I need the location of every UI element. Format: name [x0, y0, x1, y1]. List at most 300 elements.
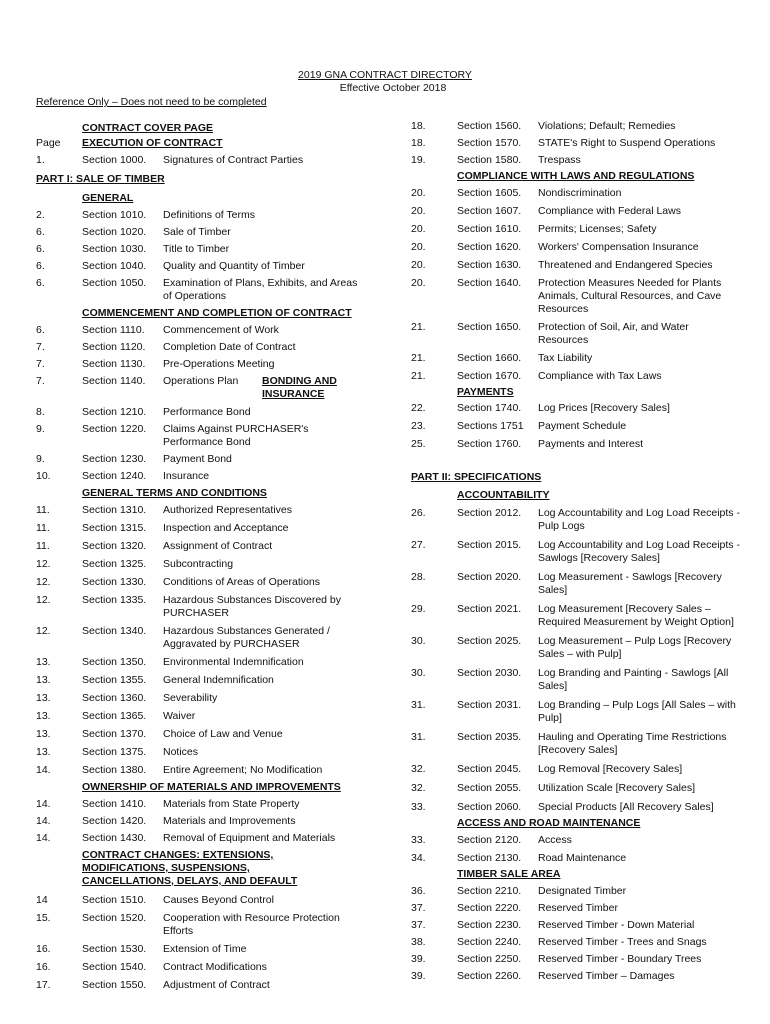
- section-title: Claims Against PURCHASER's Performance Bond: [163, 423, 309, 448]
- section-title: Notices: [163, 746, 199, 758]
- section-title: Violations; Default; Remedies: [538, 120, 676, 132]
- toc-row: [36, 453, 376, 466]
- page-number: 14.: [36, 832, 51, 844]
- section-number: Section 1130.: [82, 358, 146, 370]
- section-title: Log Measurement [Recovery Sales – Required Measurement by Weight Option]: [538, 603, 734, 628]
- page-number: 13.: [36, 656, 51, 668]
- timber-sale-list: [411, 885, 751, 983]
- toc-row: [36, 764, 376, 777]
- section-title: Compliance with Tax Laws: [538, 370, 662, 382]
- general-terms-list: [36, 504, 376, 777]
- toc-row: [411, 259, 751, 272]
- section-number: Section 2220.: [457, 902, 522, 914]
- page-number: 11.: [36, 522, 50, 534]
- section-number: Section 1310.: [82, 504, 147, 516]
- page-number: 20.: [411, 205, 426, 217]
- page-number: 13.: [36, 692, 51, 704]
- section-title: Utilization Scale [Recovery Sales]: [538, 782, 695, 794]
- toc-row: [411, 571, 751, 597]
- heading-part-1: PART I: SALE OF TIMBER: [36, 173, 165, 185]
- section-title: Hauling and Operating Time Restrictions [Recovery Sales]: [538, 731, 727, 756]
- toc-row: [36, 832, 376, 845]
- page-number: 14.: [36, 764, 51, 776]
- section-title: Title to Timber: [163, 243, 230, 255]
- execution-heading-row: [36, 135, 376, 151]
- section-title: Materials from State Property: [163, 798, 300, 810]
- page-number: 21.: [411, 352, 426, 364]
- toc-row: [36, 558, 376, 571]
- page-number: 37.: [411, 902, 426, 914]
- section-number: Section 1605.: [457, 187, 522, 199]
- section-number: Section 1335.: [82, 594, 147, 606]
- toc-row: [411, 635, 751, 661]
- page-number: 18.: [411, 120, 426, 132]
- toc-row: [36, 728, 376, 741]
- toc-row: [411, 154, 751, 167]
- toc-row: [411, 885, 751, 898]
- heading-accountability: ACCOUNTABILITY: [457, 489, 550, 501]
- toc-row: [36, 540, 376, 553]
- toc-row: [36, 979, 376, 992]
- section-number: Section 2210.: [457, 885, 522, 897]
- section-title: Access: [538, 834, 572, 846]
- section-title: Protection of Soil, Air, and Water Resources: [538, 321, 689, 346]
- section-title: Definitions of Terms: [163, 209, 256, 221]
- effective-date: Effective October 2018: [339, 82, 447, 94]
- page-number: 11.: [36, 504, 50, 516]
- section-title: Causes Beyond Control: [163, 894, 274, 906]
- section-number: Section 1030.: [82, 243, 147, 255]
- heading-execution: EXECUTION OF CONTRACT: [82, 137, 223, 149]
- section-title: Reserved Timber: [538, 902, 618, 914]
- section-number: Section 1320.: [82, 540, 147, 552]
- page-number: 31.: [411, 699, 426, 711]
- section-number: Section 1325.: [82, 558, 147, 570]
- toc-row: [36, 226, 376, 239]
- page-number: 12.: [36, 576, 51, 588]
- section-number: Section 1410.: [82, 798, 147, 810]
- toc-row: [36, 943, 376, 956]
- toc-row: [36, 423, 376, 449]
- heading-bonding: BONDING AND INSURANCE: [262, 375, 337, 400]
- section-title: Signatures of Contract Parties: [163, 154, 304, 166]
- toc-row: [36, 260, 376, 273]
- page-number: 31.: [411, 731, 426, 743]
- section-title: Quality and Quantity of Timber: [163, 260, 305, 272]
- section-title: Operations Plan: [163, 375, 239, 387]
- page-number: 27.: [411, 539, 426, 551]
- page-number: 20.: [411, 259, 426, 271]
- toc-row: [411, 970, 751, 983]
- payments-list: [411, 402, 751, 451]
- section-number: Section 1240.: [82, 470, 147, 482]
- section-title: Examination of Plans, Exhibits, and Areas of Operations: [163, 277, 358, 302]
- section-title: Entire Agreement; No Modification: [163, 764, 323, 776]
- page-number: 14.: [36, 798, 51, 810]
- section-number: Section 1650.: [457, 321, 522, 333]
- heading-access: ACCESS AND ROAD MAINTENANCE: [457, 817, 641, 829]
- page-number: 38.: [411, 936, 426, 948]
- toc-row: [411, 438, 751, 451]
- page-number: 11.: [36, 540, 50, 552]
- heading-commencement: COMMENCEMENT AND COMPLETION OF CONTRACT: [82, 307, 352, 319]
- section-number: Section 2060.: [457, 801, 522, 813]
- toc-row: [411, 731, 751, 757]
- page-number: 17.: [36, 979, 51, 991]
- page-number: 6.: [36, 260, 45, 272]
- page-number: 8.: [36, 406, 45, 418]
- section-number: Section 1670.: [457, 370, 522, 382]
- page-number: 14: [36, 894, 48, 906]
- toc-row: [411, 763, 751, 776]
- page-number: 33.: [411, 834, 426, 846]
- section-title: Log Measurement – Pulp Logs [Recovery Sales – with Pulp]: [538, 635, 732, 660]
- toc-row: [36, 375, 376, 400]
- compliance-list: [411, 187, 751, 383]
- toc-row: [36, 961, 376, 974]
- section-number: Section 2020.: [457, 571, 522, 583]
- section-title: Cooperation with Resource Protection Efforts: [163, 912, 340, 937]
- section-title: Performance Bond: [163, 406, 251, 418]
- toc-row: [36, 710, 376, 723]
- toc-row: [411, 902, 751, 915]
- commencement-list: [36, 324, 376, 400]
- section-number: Section 1570.: [457, 137, 522, 149]
- page-number: 39.: [411, 970, 426, 982]
- right-column: [411, 120, 751, 983]
- section-title: Conditions of Areas of Operations: [163, 576, 321, 588]
- toc-row: [411, 187, 751, 200]
- section-number: Section 1620.: [457, 241, 522, 253]
- toc-row: [411, 223, 751, 236]
- toc-row: [411, 321, 751, 347]
- toc-row: [411, 137, 751, 150]
- page-number: 1.: [36, 154, 45, 166]
- section-number: Section 1375.: [82, 746, 147, 758]
- section-title: Completion Date of Contract: [163, 341, 296, 353]
- section-title: Assignment of Contract: [163, 540, 273, 552]
- toc-row: [411, 277, 751, 316]
- section-title: Log Accountability and Log Load Receipts - Pulp Logs: [538, 507, 740, 532]
- toc-row: [36, 656, 376, 669]
- toc-row: [36, 358, 376, 371]
- section-number: Section 1420.: [82, 815, 147, 827]
- page-number: 23.: [411, 420, 426, 432]
- toc-row: [36, 746, 376, 759]
- toc-row: [411, 801, 751, 814]
- section-number: Section 1760.: [457, 438, 522, 450]
- section-number: Section 2030.: [457, 667, 522, 679]
- page-number: 6.: [36, 243, 45, 255]
- page-number: 16.: [36, 961, 51, 973]
- section-title: Protection Measures Needed for Plants Animals, Cultural Resources, and Cave Resources: [538, 277, 722, 315]
- toc-row: [36, 912, 376, 938]
- section-number: Section 2025.: [457, 635, 522, 647]
- section-title: STATE's Right to Suspend Operations: [538, 137, 716, 149]
- toc-row: [411, 919, 751, 932]
- section-title: Log Measurement - Sawlogs [Recovery Sales]: [538, 571, 722, 596]
- section-number: Section 1660.: [457, 352, 522, 364]
- section-title: Pre-Operations Meeting: [163, 358, 275, 370]
- section-title: Reserved Timber - Down Material: [538, 919, 695, 931]
- section-title: Workers' Compensation Insurance: [538, 241, 699, 253]
- page-number: 18.: [411, 137, 426, 149]
- section-number: Section 1640.: [457, 277, 522, 289]
- page-number: 20.: [411, 241, 426, 253]
- section-title: Tax Liability: [538, 352, 593, 364]
- page-number: 19.: [411, 154, 426, 166]
- page-number: 12.: [36, 594, 51, 606]
- toc-row: [411, 205, 751, 218]
- section-title: Subcontracting: [163, 558, 234, 570]
- page-number: 25.: [411, 438, 426, 450]
- section-number: Section 2012.: [457, 507, 522, 519]
- section-number: Section 1350.: [82, 656, 147, 668]
- toc-row: [36, 625, 376, 651]
- section-number: Section 2250.: [457, 953, 522, 965]
- section-number: Section 1540.: [82, 961, 147, 973]
- toc-row: [36, 815, 376, 828]
- page-number: 6.: [36, 277, 45, 289]
- section-number: Section 2045.: [457, 763, 522, 775]
- section-title: Special Products [All Recovery Sales]: [538, 801, 714, 813]
- page-number: 34.: [411, 852, 426, 864]
- page-number: 7.: [36, 341, 45, 353]
- page-number: 13.: [36, 728, 51, 740]
- section-number: Section 1110.: [82, 324, 145, 336]
- section-title: Log Prices [Recovery Sales]: [538, 402, 670, 414]
- section-number: Section 1140.: [82, 375, 146, 387]
- section-title: General Indemnification: [163, 674, 274, 686]
- section-number: Section 1510.: [82, 894, 147, 906]
- toc-row: [411, 699, 751, 725]
- toc-row: [411, 402, 751, 415]
- page-number: 9.: [36, 423, 45, 435]
- violations-list: [411, 120, 751, 167]
- section-title: Reserved Timber - Boundary Trees: [538, 953, 702, 965]
- ownership-list: [36, 798, 376, 845]
- section-title: Insurance: [163, 470, 210, 482]
- reference-note: Reference Only – Does not need to be completed: [36, 96, 267, 108]
- toc-row: [411, 420, 751, 433]
- toc-row: [36, 406, 376, 419]
- section-title: Extension of Time: [163, 943, 247, 955]
- page-number: 30.: [411, 635, 426, 647]
- toc-row: [411, 936, 751, 949]
- section-number: Section 2260.: [457, 970, 522, 982]
- section-title: Designated Timber: [538, 885, 627, 897]
- page-number: 32.: [411, 782, 426, 794]
- section-number: Section 1430.: [82, 832, 147, 844]
- page-column-label: Page: [36, 137, 61, 149]
- page-number: 6.: [36, 226, 45, 238]
- toc-row: [36, 154, 376, 167]
- section-number: Section 1330.: [82, 576, 147, 588]
- section-title: Inspection and Acceptance: [163, 522, 289, 534]
- toc-row: [36, 576, 376, 589]
- toc-row: [411, 953, 751, 966]
- toc-row: [36, 324, 376, 337]
- page-number: 30.: [411, 667, 426, 679]
- page-number: 32.: [411, 763, 426, 775]
- page-number: 12.: [36, 558, 51, 570]
- section-number: Section 1740.: [457, 402, 522, 414]
- section-number: Section 1050.: [82, 277, 147, 289]
- toc-row: [36, 674, 376, 687]
- section-title: Environmental Indemnification: [163, 656, 304, 668]
- page-number: 15.: [36, 912, 51, 924]
- section-title: Log Accountability and Log Load Receipts - Sawlogs [Recovery Sales]: [538, 539, 740, 564]
- toc-row: [36, 594, 376, 620]
- toc-row: [411, 603, 751, 629]
- section-title: Payments and Interest: [538, 438, 644, 450]
- section-title: Log Branding – Pulp Logs [All Sales – with Pulp]: [538, 699, 736, 724]
- section-title: Trespass: [538, 154, 581, 166]
- section-number: Section 1610.: [457, 223, 522, 235]
- page-number: 26.: [411, 507, 426, 519]
- page-number: 2.: [36, 209, 45, 221]
- bonding-list: [36, 406, 376, 483]
- page-number: 7.: [36, 375, 45, 387]
- toc-row: [411, 352, 751, 365]
- toc-row: [411, 507, 751, 533]
- page-number: 33.: [411, 801, 426, 813]
- page-number: 22.: [411, 402, 426, 414]
- section-number: Section 2015.: [457, 539, 522, 551]
- page-number: 37.: [411, 919, 426, 931]
- section-number: Section 1040.: [82, 260, 147, 272]
- page-number: 13.: [36, 746, 51, 758]
- toc-row: [411, 120, 751, 133]
- section-title: Authorized Representatives: [163, 504, 292, 516]
- heading-ownership: OWNERSHIP OF MATERIALS AND IMPROVEMENTS: [82, 781, 341, 793]
- toc-row: [36, 522, 376, 535]
- left-column: [36, 120, 376, 992]
- heading-payments: PAYMENTS: [457, 386, 514, 398]
- section-title: Waiver: [163, 710, 196, 722]
- section-title: Removal of Equipment and Materials: [163, 832, 336, 844]
- toc-row: [411, 834, 751, 847]
- section-number: Section 1355.: [82, 674, 147, 686]
- page-number: 6.: [36, 324, 45, 336]
- page-number: 21.: [411, 370, 426, 382]
- section-number: Section 1020.: [82, 226, 147, 238]
- section-title: Log Removal [Recovery Sales]: [538, 763, 683, 775]
- contract-changes-list: [36, 894, 376, 992]
- heading-compliance: COMPLIANCE WITH LAWS AND REGULATIONS: [457, 170, 695, 182]
- section-title: Reserved Timber – Damages: [538, 970, 675, 982]
- heading-part-2: PART II: SPECIFICATIONS: [411, 471, 542, 483]
- section-number: Section 2031.: [457, 699, 522, 711]
- section-number: Section 2055.: [457, 782, 522, 794]
- toc-row: [36, 504, 376, 517]
- page-number: 12.: [36, 625, 51, 637]
- toc-row: [36, 470, 376, 483]
- section-number: Sections 1751: [457, 420, 524, 432]
- toc-row: [411, 667, 751, 693]
- page-number: 29.: [411, 603, 426, 615]
- section-title: Payment Bond: [163, 453, 232, 465]
- section-title: Road Maintenance: [538, 852, 627, 864]
- toc-row: [411, 241, 751, 254]
- section-number: Section 1520.: [82, 912, 147, 924]
- toc-row: [36, 894, 376, 907]
- page-number: 13.: [36, 710, 51, 722]
- section-number: Section 1630.: [457, 259, 522, 271]
- section-number: Section 1230.: [82, 453, 147, 465]
- section-number: Section 2021.: [457, 603, 522, 615]
- toc-row: [411, 782, 751, 795]
- section-title: Materials and Improvements: [163, 815, 296, 827]
- page-number: 28.: [411, 571, 426, 583]
- page-number: 16.: [36, 943, 51, 955]
- page-number: 20.: [411, 187, 426, 199]
- document-title: 2019 GNA CONTRACT DIRECTORY: [298, 69, 472, 81]
- section-title: Threatened and Endangered Species: [538, 259, 713, 271]
- page-number: 21.: [411, 321, 426, 333]
- section-number: Section 1220.: [82, 423, 147, 435]
- section-number: Section 2035.: [457, 731, 522, 743]
- section-number: Section 2240.: [457, 936, 522, 948]
- heading-general: GENERAL: [82, 192, 134, 204]
- toc-row: [36, 277, 376, 303]
- section-number: Section 1380.: [82, 764, 147, 776]
- section-title: Severability: [163, 692, 218, 704]
- page-number: 13.: [36, 674, 51, 686]
- section-number: Section 2130.: [457, 852, 522, 864]
- section-title: Hazardous Substances Discovered by PURCHASER: [163, 594, 342, 619]
- section-number: Section 1210.: [82, 406, 147, 418]
- page-number: 14.: [36, 815, 51, 827]
- general-list: [36, 209, 376, 303]
- section-number: Section 1315.: [82, 522, 147, 534]
- section-number: Section 1530.: [82, 943, 147, 955]
- section-title: Log Branding and Painting - Sawlogs [All Sales]: [538, 667, 729, 692]
- page-number: 7.: [36, 358, 45, 370]
- toc-row: [411, 852, 751, 865]
- section-number: Section 2120.: [457, 834, 522, 846]
- section-title: Reserved Timber - Trees and Snags: [538, 936, 707, 948]
- page-number: 39.: [411, 953, 426, 965]
- toc-row: [36, 692, 376, 705]
- heading-contract-changes: CONTRACT CHANGES: EXTENSIONS, MODIFICATIONS, SUSPENSIONS, CANCELLATIONS, DELAYS, AND DEFAULT: [82, 849, 298, 887]
- section-number: Section 1580.: [457, 154, 522, 166]
- section-number: Section 2230.: [457, 919, 522, 931]
- page-number: 10.: [36, 470, 51, 482]
- section-title: Compliance with Federal Laws: [538, 205, 681, 217]
- toc-row: [36, 243, 376, 256]
- toc-row: [411, 539, 751, 565]
- heading-cover-page: CONTRACT COVER PAGE: [82, 122, 214, 134]
- heading-general-terms: GENERAL TERMS AND CONDITIONS: [82, 487, 267, 499]
- section-title: Hazardous Substances Generated / Aggravated by PURCHASER: [163, 625, 330, 650]
- toc-row: [36, 341, 376, 354]
- section-number: Section 1010.: [82, 209, 147, 221]
- section-number: Section 1360.: [82, 692, 147, 704]
- accountability-list: [411, 507, 751, 814]
- section-number: Section 1560.: [457, 120, 522, 132]
- section-title: Permits; Licenses; Safety: [538, 223, 657, 235]
- section-title: Payment Schedule: [538, 420, 627, 432]
- heading-timber-sale-area: TIMBER SALE AREA: [457, 868, 561, 880]
- section-number: Section 1000.: [82, 154, 147, 166]
- page-number: 36.: [411, 885, 426, 897]
- section-title: Choice of Law and Venue: [163, 728, 283, 740]
- section-number: Section 1607.: [457, 205, 522, 217]
- section-number: Section 1550.: [82, 979, 147, 991]
- section-title: Nondiscrimination: [538, 187, 622, 199]
- page-number: 9.: [36, 453, 45, 465]
